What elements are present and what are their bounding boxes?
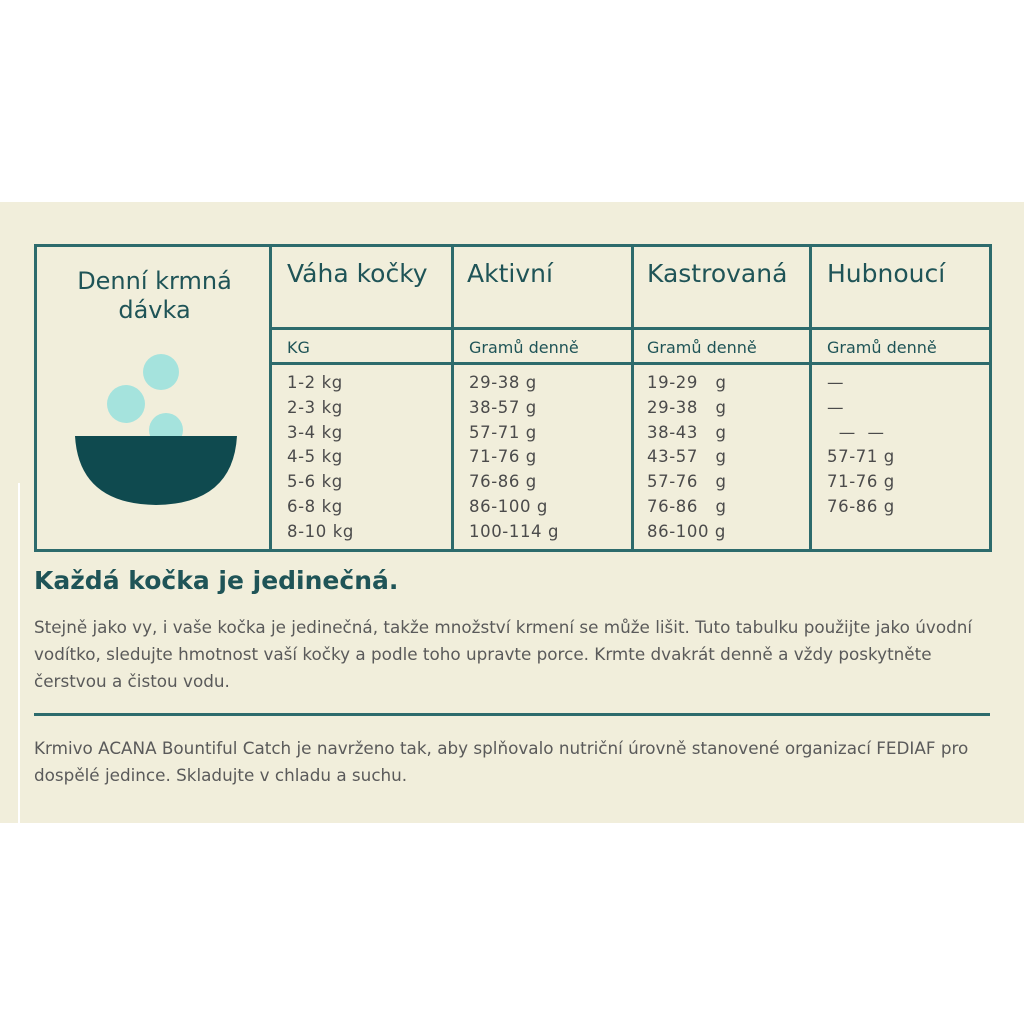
table-divider [269,327,989,330]
table-cell: 76-86 g [469,472,537,492]
feeding-table [34,244,992,552]
subheader-weight-loss-unit: Gramů denně [827,338,937,357]
weight-loss-values [827,371,895,545]
table-cell: 57-76 g [647,472,727,492]
column-header-weight-loss: Hubnoucí [827,259,946,288]
table-cell: 2-3 kg [287,397,343,417]
table-cell: 71-76 g [827,472,895,492]
column-header-neutered: Kastrovaná [647,259,788,288]
table-cell: 38-43 g [647,422,727,442]
subheader-neutered-unit: Gramů denně [647,338,757,357]
table-cell: 43-57 g [647,447,727,467]
edge-line [18,483,20,823]
column-header-weight: Váha kočky [287,259,428,288]
table-cell: 38-57 g [469,397,537,417]
table-cell: — — [827,422,885,442]
table-divider [631,247,634,549]
neutered-values [647,371,727,545]
table-cell: 6-8 kg [287,496,343,516]
table-cell [827,520,895,545]
table-cell: 1-2 kg [287,373,343,392]
column-header-active: Aktivní [467,259,553,288]
table-cell: 100-114 g [469,521,560,541]
active-values [469,371,559,545]
table-cell: 71-76 g [469,447,537,467]
table-cell: 57-71 g [827,447,895,467]
table-cell: 3-4 kg [287,422,343,442]
table-divider [269,247,272,549]
subheader-weight-unit: KG [287,338,310,357]
subheader-active-unit: Gramů denně [469,338,579,357]
table-divider [451,247,454,549]
table-cell: 57-71 g [469,422,537,442]
section-divider [34,713,990,716]
footnote-paragraph: Krmivo ACANA Bountiful Catch je navrženo tak, aby splňovalo nutriční úrovně stanovené organizací FEDIAF pro dospělé jedince. Skladujte v chladu a suchu. [34,738,969,785]
table-cell: 86-100 g [647,521,726,541]
table-cell: 29-38 g [469,373,537,392]
table-cell: 4-5 kg [287,447,343,467]
table-cell: — [827,397,845,417]
table-divider [269,362,989,365]
food-bowl-icon [73,352,241,512]
table-title: Denní krmná dávka [77,267,232,324]
table-cell: 19-29 g [647,373,727,392]
table-cell: 76-86 g [647,496,727,516]
table-cell: 76-86 g [827,496,895,516]
intro-paragraph: Stejně jako vy, i vaše kočka je jedinečná, takže množství krmení se může lišit. Tuto tabulku použijte jako úvodní vodítko, sledujte hmotnost vaší kočky a podle toho upravte porce. Krmte dvakrát denně a vždy poskytněte čerstvou a čistou vodu. [34,617,973,691]
table-cell: 5-6 kg [287,472,343,492]
section-heading: Každá kočka je jedinečná. [34,566,399,595]
table-cell: — [827,373,845,392]
table-divider [809,247,812,549]
weight-values [287,371,354,545]
table-cell: 8-10 kg [287,521,354,541]
table-cell: 29-38 g [647,397,727,417]
table-cell: 86-100 g [469,496,548,516]
